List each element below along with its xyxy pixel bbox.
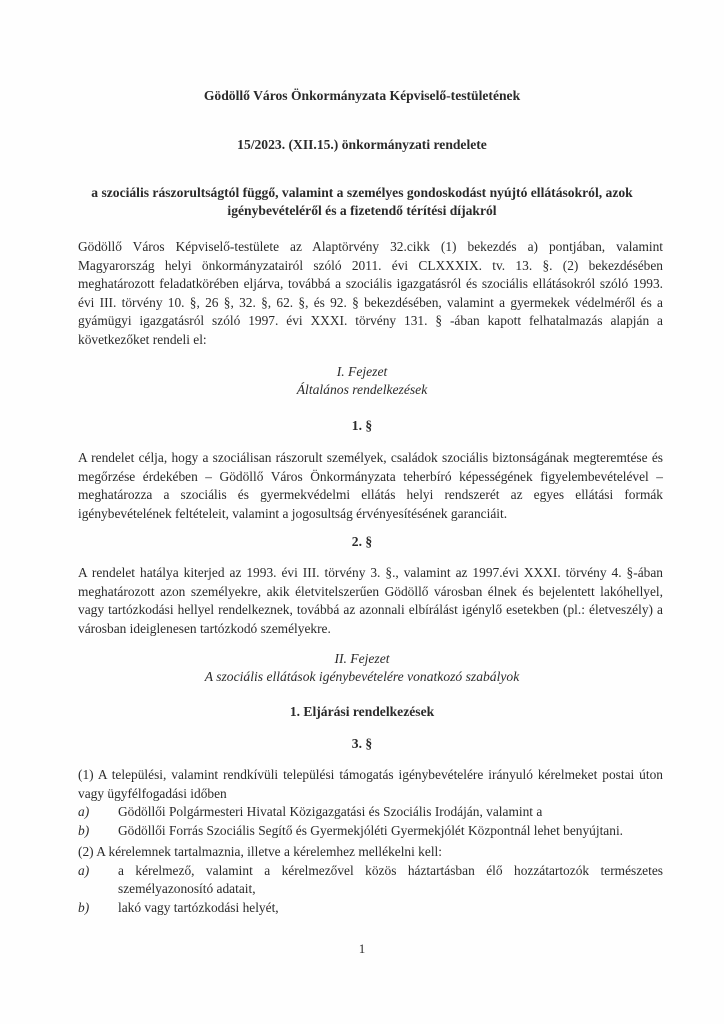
subheading-procedural: 1. Eljárási rendelkezések bbox=[289, 704, 435, 719]
list-item-label: b) bbox=[78, 899, 90, 915]
list-item bbox=[78, 803, 663, 822]
list-item bbox=[78, 899, 663, 918]
section-1-text: A rendelet célja, hogy a szociálisan rászorult személyek, családok szociális biztonságának megteremtése és megőrzése érdekében – Gödöllő Város Önkormányzata teherbíró képességének figyelembevételével – meghatározza a szociális és gyermekvédelmi ellátás helyi rendszerét az egyes ellátási formák igénybevételének feltételeit, valamint a jogosultság érvényesítésének garanciáit. bbox=[78, 450, 663, 521]
list-item-text: Gödöllői Forrás Szociális Segítő és Gyermekjóléti Gyermekjólét Központnál lehet benyújtani. bbox=[118, 822, 624, 838]
list-item-text: a kérelmező, valamint a kérelmezővel közös háztartásban élő hozzátartozók természetes személyazonosító adatait, bbox=[118, 862, 663, 897]
list-item-label: b) bbox=[78, 822, 90, 838]
section-2-body bbox=[78, 564, 663, 638]
list-item-label: a) bbox=[78, 862, 90, 878]
section-3-paragraph-2 bbox=[78, 843, 663, 917]
decree-number: 15/2023. (XII.15.) önkormányzati rendelete bbox=[237, 137, 487, 152]
section-3-para-2-text: (2) A kérelemnek tartalmaznia, illetve a kérelemhez mellékelni kell: bbox=[78, 844, 442, 859]
page-number: 1 bbox=[358, 941, 366, 956]
decree-subject-line-1: a szociális rászorultságtól függő, valamint a személyes gondoskodást nyújtó ellátásokról, azok bbox=[91, 185, 633, 200]
chapter-1-title: Általános rendelkezések bbox=[296, 382, 428, 397]
chapter-2-label: II. Fejezet bbox=[334, 651, 390, 666]
list-item-label: a) bbox=[78, 804, 90, 820]
list-item bbox=[78, 862, 663, 899]
preamble bbox=[78, 238, 663, 350]
issuer-title: Gödöllő Város Önkormányzata Képviselő-testületének bbox=[203, 88, 521, 103]
list-item-text: lakó vagy tartózkodási helyét, bbox=[118, 899, 279, 915]
section-1-body bbox=[78, 449, 663, 523]
list-item bbox=[78, 822, 663, 841]
section-3-para-1-text: (1) A települési, valamint rendkívüli települési támogatás igénybevételére irányuló kérelmeket postai úton vagy ügyfélfogadási időben bbox=[78, 767, 663, 801]
chapter-2-title: A szociális ellátások igénybevételére vonatkozó szabályok bbox=[204, 669, 520, 684]
list-item-text: Gödöllői Polgármesteri Hivatal Közigazgatási és Szociális Irodáján, valamint a bbox=[118, 804, 543, 820]
preamble-text: Gödöllő Város Képviselő-testülete az Alaptörvény 32.cikk (1) bekezdés a) pontjában, valamint Magyarország helyi önkormányzatairól szóló 2011. évi CLXXXIX. tv. 13. §. (2) bekezdésében meghatározott feladatkörében eljárva, továbbá a szociális igazgatásról és szociális ellátásokról szóló 1993. évi III. törvény 10. §, 26 §, 32. §, 62. §, és 92. § bekezdésében, valamint a gyermekek védelméről és a gyámügyi igazgatásról szóló 1997. évi XXXI. törvény 131. § -ában kapott felhatalmazás alapján a következőket rendeli el: bbox=[78, 239, 663, 347]
section-2-text: A rendelet hatálya kiterjed az 1993. évi III. törvény 3. §., valamint az 1997.évi XXXI. törvény 4. §-ában meghatározott azon személyekre, akik életvitelszerűen Gödöllő városban élnek és bejelentett lakóhellyel, vagy tartózkodási hellyel rendelkeznek, továbbá az azonnali elbírálást igénylő esetekben (pl.: életveszély) a városban ideiglenesen tartózkodó személyekre. bbox=[78, 565, 663, 636]
section-1-label: 1. § bbox=[351, 418, 373, 433]
section-3-paragraph-1 bbox=[78, 766, 663, 840]
decree-subject-line-2: igénybevételéről és a fizetendő térítési díjakról bbox=[227, 203, 497, 218]
section-3-label: 3. § bbox=[351, 736, 373, 751]
chapter-1-label: I. Fejezet bbox=[336, 364, 388, 379]
section-2-label: 2. § bbox=[351, 534, 373, 549]
